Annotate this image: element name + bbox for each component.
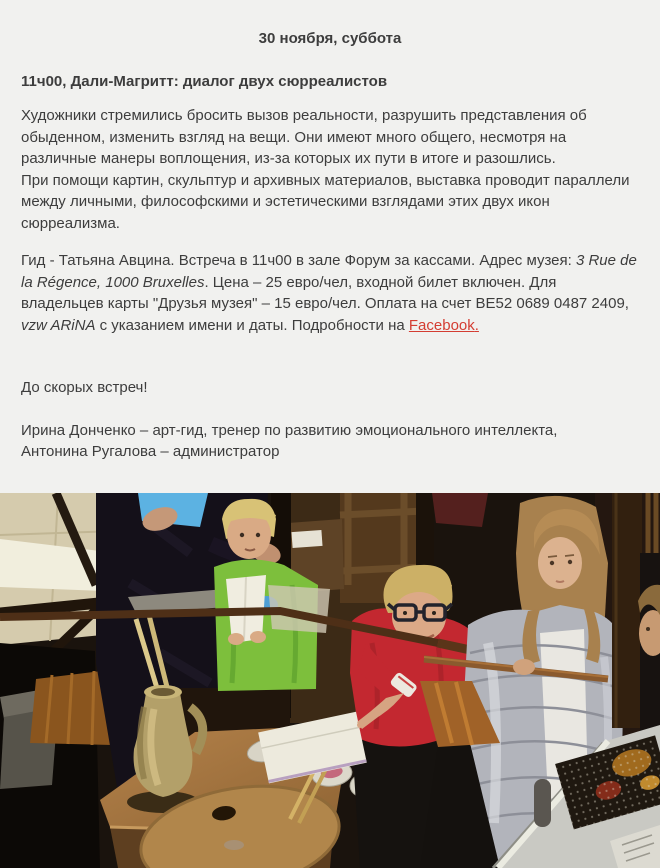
signature-line-2: Антонина Ругалова – администратор [21, 443, 280, 460]
description-line-1: Художники стремились бросить вызов реальности, разрушить представления об обыденном, изменить взгляд на вещи. Они имеют много общего, несмотря на различные манеры воплощения, из-за которых их пути в итоге и разошлись. [21, 107, 587, 167]
event-description [21, 105, 639, 234]
event-photo [0, 493, 660, 868]
museum-address: 3 Rue de la Régence, 1000 Bruxelles [21, 252, 637, 291]
facebook-link-label[interactable]: Facebook [408, 316, 475, 334]
description-line-2: При помощи картин, скульптур и архивных материалов, выставка проводит параллели между личными, философскими и эстетическими взглядами этих двух икон сюрреализма. [21, 171, 630, 232]
facebook-link-period: . [474, 316, 479, 334]
event-photo-illustration [0, 493, 660, 868]
event-title: 11ч00, Дали-Магритт: диалог двух сюрреалистов [21, 73, 388, 90]
event-details [21, 250, 639, 336]
signature-line-1: Ирина Донченко – арт-гид, тренер по развитию эмоционального интеллекта, [21, 421, 558, 439]
newsletter-body [0, 30, 660, 463]
signature [21, 420, 639, 463]
facebook-link[interactable] [409, 317, 479, 334]
org-name: vzw ARiNA [21, 316, 96, 334]
date-heading: 30 ноября, суббота [258, 30, 402, 47]
farewell-text: До скорых встреч! [21, 379, 148, 396]
details-part-1: Гид - Татьяна Авцина. Встреча в 11ч00 в зале Форум за кассами. Адрес музея: [21, 252, 576, 269]
details-part-2: . Цена – 25 евро/чел, входной билет включен. Для владельцев карты "Друзья музея" – 15 евро/чел. Оплата на счет BE52 0689 0487 2409, [21, 273, 629, 312]
details-part-3: с указанием имени и даты. Подробности на [95, 316, 409, 334]
